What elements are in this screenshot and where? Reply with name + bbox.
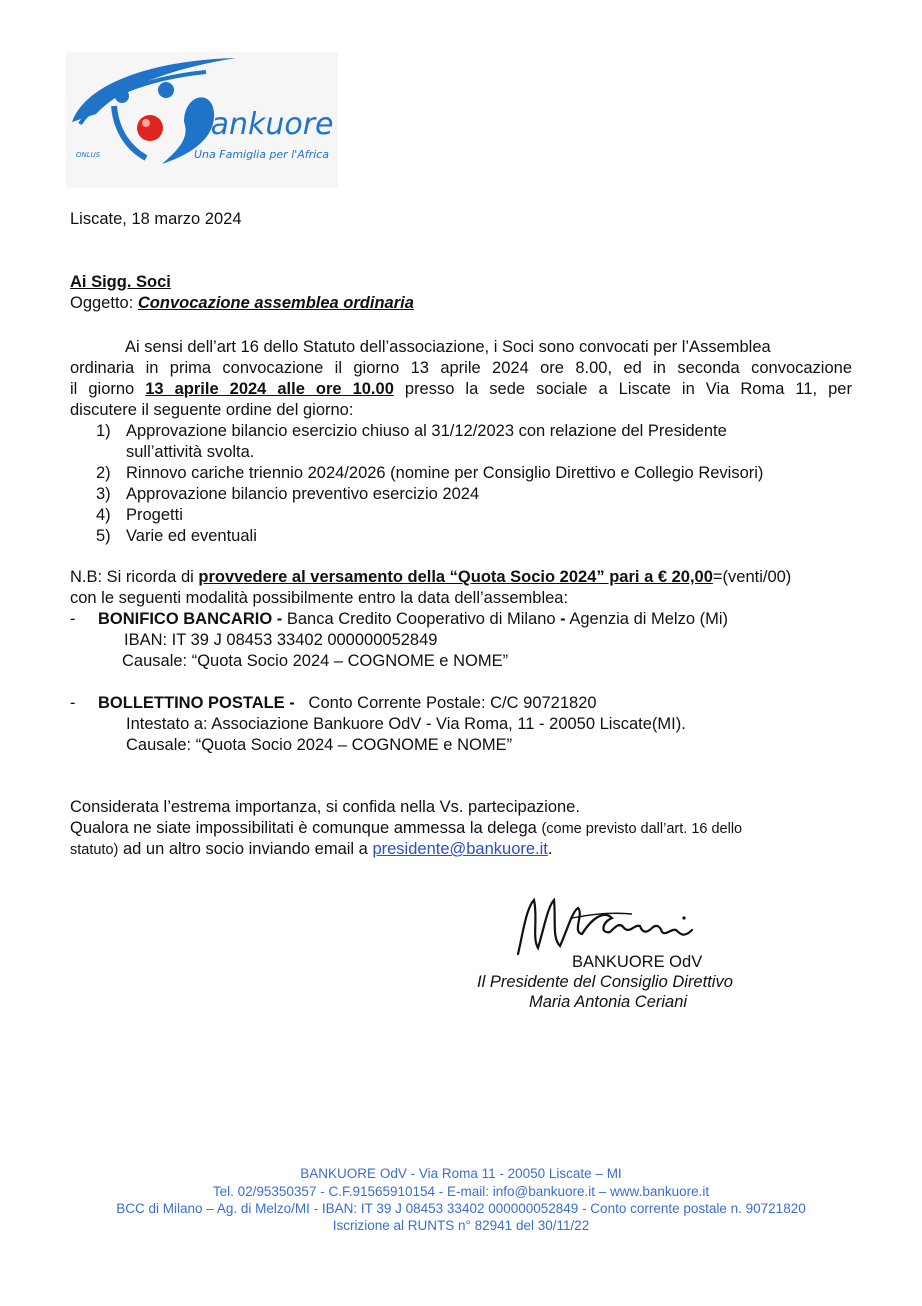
recipient-heading: Ai Sigg. Soci [70, 273, 171, 291]
signature-org: BANKUORE OdV [572, 953, 703, 971]
bank-transfer-title: BONIFICO BANCARIO - [98, 610, 283, 628]
agenda-item-2-num: 2) [96, 464, 111, 482]
closing-line-2 [70, 819, 742, 838]
body-line-1: Ai sensi dell’art 16 dello Statuto dell’associazione, i Soci sono convocati per l’Assemblea [125, 338, 771, 356]
bank-iban: IBAN: IT 39 J 08453 33402 000000052849 [124, 631, 438, 649]
bank-name: Banca Credito Cooperativo di Milano [286, 610, 556, 628]
agenda-item-1-cont: sull’attività svolta. [126, 443, 255, 461]
meeting-datetime: 13 aprile 2024 alle ore 10.00 [145, 380, 394, 398]
agenda-item-4-text: Progetti [126, 506, 183, 524]
agenda-item-1-text: Approvazione bilancio esercizio chiuso al 31/12/2023 con relazione del Presidente [126, 422, 727, 440]
bank-branch: Agenzia di Melzo (Mi) [569, 610, 728, 628]
footer-line-3: BCC di Milano – Ag. di Melzo/MI - IBAN: IT 39 J 08453 33402 000000052849 - Conto corrente postale n. 90721820 [116, 1201, 806, 1216]
bankuore-logo [66, 52, 338, 188]
president-email-link[interactable]: presidente@bankuore.it [372, 840, 548, 858]
statute-reference-end: statuto) [70, 842, 119, 858]
agenda-item-4-num: 4) [96, 506, 111, 524]
nb-fee-emphasis: provvedere al versamento della “Quota Socio 2024” pari a € 20,00 [198, 568, 713, 586]
nb-fee-words: =(venti/00) [712, 568, 792, 586]
agenda-item-3-text: Approvazione bilancio preventivo esercizio 2024 [126, 485, 480, 503]
subject-label: Oggetto: [70, 294, 134, 312]
postal-line [98, 694, 597, 713]
bank-dash: - [70, 610, 76, 628]
footer-line-2: Tel. 02/95350357 - C.F.91565910154 - E-mail: info@bankuore.it – www.bankuore.it [212, 1184, 710, 1199]
body-line-4: discutere il seguente ordine del giorno: [70, 401, 354, 419]
bank-separator: - [560, 610, 566, 628]
postal-causale: Causale: “Quota Socio 2024 – COGNOME e NOME” [126, 736, 513, 754]
agenda-item-5-text: Varie ed eventuali [126, 527, 257, 545]
postal-slip-title: BOLLETTINO POSTALE - [98, 694, 295, 712]
agenda-item-3-num: 3) [96, 485, 111, 503]
logo-onlus-text: ONLUS [76, 151, 101, 159]
body-line-2: ordinaria in prima convocazione il giorno 13 aprile 2024 ore 8.00, ed in seconda convocazione [70, 359, 852, 377]
logo-graphic [66, 52, 338, 188]
postal-account: Conto Corrente Postale: C/C 90721820 [308, 694, 597, 712]
body-line-3 [70, 380, 852, 399]
agenda-item-1-num: 1) [96, 422, 111, 440]
logo-brand-text: Bankuore [190, 107, 334, 142]
footer-line-4: Iscrizione al RUNTS n° 82941 del 30/11/22 [332, 1218, 590, 1233]
agenda-item-2-text: Rinnovo cariche triennio 2024/2026 (nomine per Consiglio Direttivo e Collegio Revisori) [126, 464, 764, 482]
postal-address: - Via Roma, 11 - 20050 Liscate(MI). [425, 715, 686, 733]
postal-intestato [126, 715, 686, 734]
closing-line-1: Considerata l’estrema importanza, si confida nella Vs. partecipazione. [70, 798, 580, 816]
handwritten-signature [512, 888, 702, 960]
postal-holder: Intestato a: Associazione Bankuore OdV [126, 715, 422, 733]
footer-line-1: BANKUORE OdV - Via Roma 11 - 20050 Liscate – MI [300, 1166, 622, 1181]
nb-line-1 [70, 568, 791, 587]
body-line-3-start: il giorno [70, 380, 135, 398]
date-line: Liscate, 18 marzo 2024 [70, 210, 242, 228]
bank-line [98, 610, 728, 629]
subject-line [70, 294, 414, 313]
signature-name: Maria Antonia Ceriani [529, 993, 688, 1011]
agenda-item-5-num: 5) [96, 527, 111, 545]
delegation-text: Qualora ne siate impossibilitati è comunque ammessa la delega [70, 819, 537, 837]
signature-role: Il Presidente del Consiglio Direttivo [477, 973, 733, 991]
bank-causale: Causale: “Quota Socio 2024 – COGNOME e NOME” [122, 652, 509, 670]
body-line-3-end: presso la sede sociale a Liscate in Via Roma 11, per [404, 380, 852, 398]
closing-line-3 [70, 840, 553, 859]
closing-period: . [547, 840, 553, 858]
postal-dash: - [70, 694, 76, 712]
logo-tagline-text: Una Famiglia per l'Africa [194, 148, 330, 161]
email-intro: ad un altro socio inviando email a [122, 840, 368, 858]
subject-value: Convocazione assemblea ordinaria [137, 294, 414, 312]
statute-reference: (come previsto dall’art. 16 dello [541, 821, 743, 837]
nb-line-2: con le seguenti modalità possibilmente entro la data dell’assemblea: [70, 589, 569, 607]
nb-intro: N.B: Si ricorda di [70, 568, 194, 586]
